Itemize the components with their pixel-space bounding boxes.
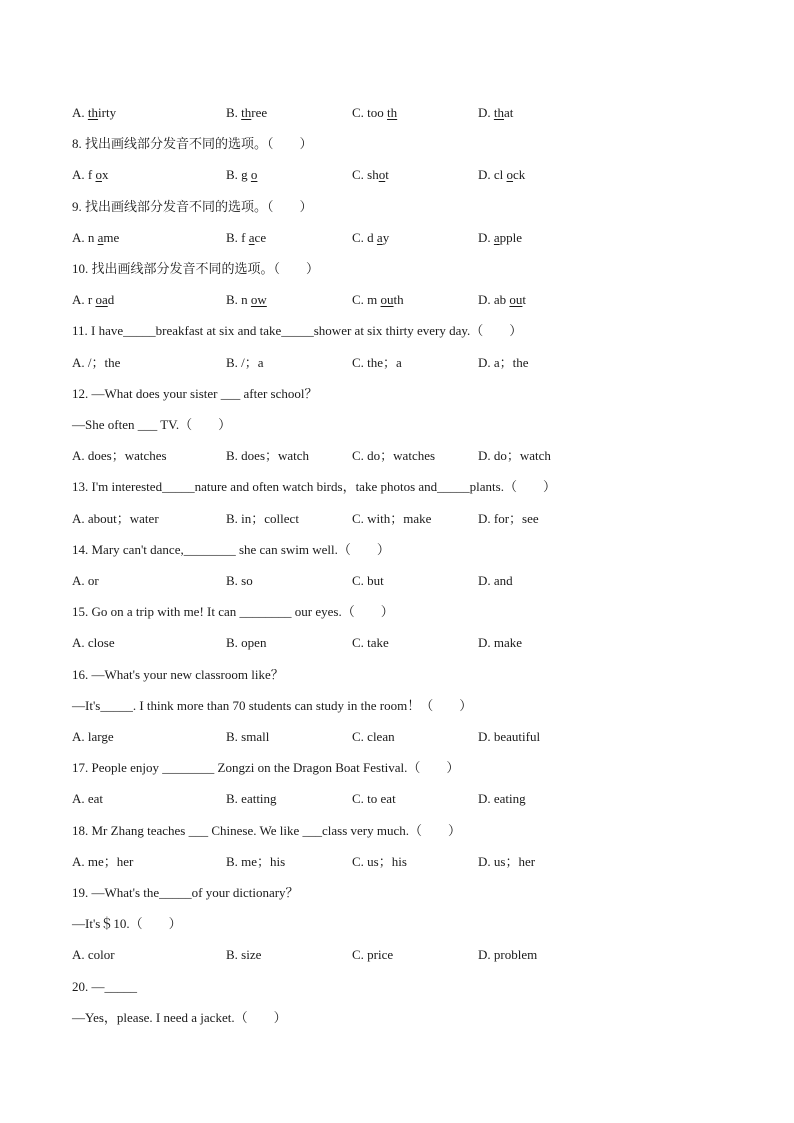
question-stem: 18. Mr Zhang teaches ___ Chinese. We like ___class very much.（ ）	[72, 823, 461, 838]
option-text: price	[367, 947, 394, 962]
question-stem: 8. 找出画线部分发音不同的选项。（ ）	[72, 136, 313, 151]
option-letter: D.	[478, 791, 494, 806]
option-text: at	[504, 105, 514, 120]
option-letter: B.	[226, 573, 242, 588]
answer-options	[72, 290, 732, 310]
option-text: for；see	[493, 511, 539, 526]
option-text: does；watches	[87, 448, 167, 463]
answer-options	[72, 727, 732, 747]
option-text: to eat	[367, 791, 396, 806]
option-text: cl	[493, 167, 507, 182]
option-letter: C.	[352, 511, 368, 526]
option-b[interactable]	[226, 945, 261, 965]
question-dialogue-line: —Yes，please. I need a jacket.（ ）	[72, 1010, 287, 1025]
option-text: irty	[98, 105, 117, 120]
option-d[interactable]	[478, 446, 551, 466]
option-b[interactable]	[226, 789, 277, 809]
option-text: large	[87, 729, 114, 744]
answer-options	[72, 852, 732, 872]
option-letter: B.	[226, 230, 242, 245]
option-text: pple	[499, 230, 523, 245]
option-d[interactable]	[478, 633, 522, 653]
option-a[interactable]	[72, 290, 114, 310]
option-text: me；his	[241, 854, 286, 869]
question-stem: 12. —What does your sister ___ after school？	[72, 386, 318, 401]
option-letter: A.	[72, 635, 88, 650]
option-text: beautiful	[493, 729, 541, 744]
option-text: in；collect	[241, 511, 299, 526]
option-text: f	[87, 167, 96, 182]
option-c[interactable]	[352, 852, 407, 872]
option-text: do；watch	[493, 448, 551, 463]
option-letter: D.	[478, 167, 494, 182]
option-letter: A.	[72, 729, 88, 744]
option-text: ab	[493, 292, 510, 307]
option-b[interactable]	[226, 446, 309, 466]
option-text: small	[241, 729, 270, 744]
option-letter: A.	[72, 230, 88, 245]
answer-options	[72, 165, 732, 185]
option-text: open	[241, 635, 267, 650]
option-letter: B.	[226, 355, 242, 370]
question-stem: 14. Mary can't dance,________ she can swim well.（ ）	[72, 542, 390, 557]
option-text: do；watches	[367, 448, 436, 463]
option-letter: C.	[352, 355, 368, 370]
answer-options	[72, 446, 732, 466]
option-text: n	[87, 230, 98, 245]
option-letter: A.	[72, 511, 88, 526]
option-letter: B.	[226, 854, 242, 869]
option-letter: B.	[226, 105, 242, 120]
option-text: does；watch	[241, 448, 310, 463]
option-letter: B.	[226, 448, 242, 463]
option-letter: C.	[352, 635, 368, 650]
question-stem: 16. —What's your new classroom like？	[72, 667, 284, 682]
option-text: and	[493, 573, 513, 588]
underlined-letters: o	[250, 167, 258, 182]
option-letter: C.	[352, 854, 368, 869]
underlined-letters: ou	[509, 292, 523, 307]
option-text: size	[241, 947, 262, 962]
option-text: n	[241, 292, 251, 307]
option-letter: D.	[478, 947, 494, 962]
option-letter: D.	[478, 292, 494, 307]
option-text: g	[241, 167, 251, 182]
underlined-letters: th	[493, 105, 505, 120]
option-d[interactable]	[478, 852, 535, 872]
option-letter: D.	[478, 511, 494, 526]
option-a[interactable]	[72, 509, 159, 529]
option-letter: A.	[72, 105, 88, 120]
option-letter: D.	[478, 355, 494, 370]
option-letter: D.	[478, 729, 494, 744]
option-text: a；the	[493, 355, 529, 370]
option-text: us；his	[367, 854, 407, 869]
option-letter: B.	[226, 292, 242, 307]
option-letter: B.	[226, 791, 242, 806]
option-a[interactable]	[72, 727, 114, 747]
option-letter: B.	[226, 167, 242, 182]
option-letter: D.	[478, 635, 494, 650]
option-text: ck	[513, 167, 526, 182]
option-a[interactable]	[72, 789, 103, 809]
option-c[interactable]	[352, 509, 431, 529]
question-stem: 11. I have_____breakfast at six and take_____shower at six thirty every day.（ ）	[72, 323, 523, 338]
option-d[interactable]	[478, 103, 513, 123]
option-c[interactable]	[352, 633, 389, 653]
option-letter: A.	[72, 573, 88, 588]
option-text: so	[241, 573, 253, 588]
option-c[interactable]	[352, 165, 389, 185]
option-a[interactable]	[72, 633, 115, 653]
option-letter: C.	[352, 292, 368, 307]
option-text: clean	[367, 729, 395, 744]
option-letter: D.	[478, 573, 494, 588]
option-c[interactable]	[352, 353, 402, 373]
option-letter: A.	[72, 355, 88, 370]
option-letter: A.	[72, 791, 88, 806]
answer-options	[72, 571, 732, 591]
option-text: problem	[493, 947, 538, 962]
answer-options	[72, 633, 732, 653]
question-stem: 13. I'm interested_____nature and often watch birds，take photos and_____plants.（ ）	[72, 479, 556, 494]
question-dialogue-line: —She often ___ TV.（ ）	[72, 417, 232, 432]
option-text: too	[367, 105, 388, 120]
option-letter: B.	[226, 511, 242, 526]
option-letter: C.	[352, 947, 368, 962]
option-b[interactable]	[226, 571, 253, 591]
answer-options	[72, 509, 732, 529]
option-text: or	[87, 573, 99, 588]
option-c[interactable]	[352, 228, 389, 248]
option-c[interactable]	[352, 727, 395, 747]
question-stem: 17. People enjoy ________ Zongzi on the Dragon Boat Festival.（ ）	[72, 760, 460, 775]
option-c[interactable]	[352, 945, 393, 965]
option-b[interactable]	[226, 633, 266, 653]
option-text: make	[493, 635, 523, 650]
option-text: color	[87, 947, 115, 962]
option-b[interactable]	[226, 228, 266, 248]
option-text: me	[103, 230, 120, 245]
option-a[interactable]	[72, 165, 108, 185]
answer-options	[72, 789, 732, 809]
option-letter: C.	[352, 105, 368, 120]
answer-options	[72, 353, 732, 373]
option-d[interactable]	[478, 290, 526, 310]
option-text: t	[385, 167, 389, 182]
option-text: f	[241, 230, 249, 245]
option-text: me；her	[87, 854, 134, 869]
option-letter: D.	[478, 230, 494, 245]
question-stem: 20. —_____	[72, 979, 137, 994]
option-letter: C.	[352, 729, 368, 744]
option-d[interactable]	[478, 727, 540, 747]
option-a[interactable]	[72, 103, 116, 123]
option-a[interactable]	[72, 446, 167, 466]
option-d[interactable]	[478, 789, 526, 809]
option-c[interactable]	[352, 103, 397, 123]
option-text: th	[393, 292, 404, 307]
option-text: m	[367, 292, 381, 307]
option-letter: B.	[226, 729, 242, 744]
option-a[interactable]	[72, 571, 99, 591]
option-letter: C.	[352, 573, 368, 588]
option-letter: A.	[72, 167, 88, 182]
option-d[interactable]	[478, 165, 525, 185]
underlined-letters: th	[87, 105, 99, 120]
option-text: ree	[251, 105, 268, 120]
option-text: eating	[493, 791, 526, 806]
option-text: d	[107, 292, 115, 307]
underlined-letters: ow	[250, 292, 267, 307]
option-b[interactable]	[226, 852, 285, 872]
option-letter: A.	[72, 947, 88, 962]
option-b[interactable]	[226, 727, 269, 747]
option-text: take	[367, 635, 389, 650]
option-letter: C.	[352, 167, 368, 182]
option-text: eat	[87, 791, 104, 806]
underlined-letters: oa	[95, 292, 108, 307]
option-a[interactable]	[72, 228, 119, 248]
option-text: /；the	[87, 355, 121, 370]
underlined-letters: o	[95, 167, 102, 182]
underlined-letters: a	[493, 230, 500, 245]
option-letter: A.	[72, 448, 88, 463]
underlined-letters: o	[506, 167, 514, 182]
underlined-letters: a	[376, 230, 383, 245]
option-b[interactable]	[226, 165, 257, 185]
option-a[interactable]	[72, 945, 115, 965]
option-text: the；a	[367, 355, 402, 370]
option-text: d	[367, 230, 377, 245]
option-letter: B.	[226, 635, 242, 650]
answer-options	[72, 228, 732, 248]
option-letter: D.	[478, 854, 494, 869]
option-letter: D.	[478, 105, 494, 120]
underlined-letters: a	[97, 230, 104, 245]
option-b[interactable]	[226, 103, 267, 123]
question-dialogue-line: —It's_____. I think more than 70 students can study in the room！（ ）	[72, 698, 473, 713]
option-a[interactable]	[72, 353, 120, 373]
option-text: eatting	[241, 791, 277, 806]
option-text: about；water	[87, 511, 159, 526]
option-text: t	[522, 292, 527, 307]
option-text: y	[382, 230, 390, 245]
question-stem: 10. 找出画线部分发音不同的选项。（ ）	[72, 261, 320, 276]
option-d[interactable]	[478, 571, 513, 591]
option-letter: C.	[352, 230, 368, 245]
option-text: with；make	[367, 511, 432, 526]
question-stem: 15. Go on a trip with me! It can ________ our eyes.（ ）	[72, 604, 394, 619]
option-text: sh	[367, 167, 379, 182]
option-d[interactable]	[478, 353, 529, 373]
underlined-letters: th	[241, 105, 252, 120]
option-letter: D.	[478, 448, 494, 463]
option-letter: A.	[72, 292, 88, 307]
option-text: r	[87, 292, 96, 307]
underlined-letters: ou	[380, 292, 394, 307]
option-c[interactable]	[352, 571, 384, 591]
option-text: x	[101, 167, 109, 182]
option-text: but	[367, 573, 384, 588]
option-c[interactable]	[352, 789, 396, 809]
underlined-letters: th	[387, 105, 398, 120]
option-text: us；her	[493, 854, 536, 869]
answer-options	[72, 945, 732, 965]
option-a[interactable]	[72, 852, 133, 872]
option-letter: C.	[352, 448, 368, 463]
underlined-letters: o	[378, 167, 386, 182]
option-letter: C.	[352, 791, 368, 806]
option-c[interactable]	[352, 290, 404, 310]
option-letter: B.	[226, 947, 242, 962]
answer-options	[72, 103, 732, 123]
option-text: close	[87, 635, 115, 650]
underlined-letters: a	[248, 230, 255, 245]
option-b[interactable]	[226, 509, 299, 529]
option-d[interactable]	[478, 228, 522, 248]
option-text: ce	[254, 230, 267, 245]
question-stem: 9. 找出画线部分发音不同的选项。（ ）	[72, 199, 313, 214]
option-c[interactable]	[352, 446, 435, 466]
option-b[interactable]	[226, 290, 267, 310]
option-d[interactable]	[478, 945, 537, 965]
question-stem: 19. —What's the_____of your dictionary？	[72, 885, 299, 900]
option-letter: A.	[72, 854, 88, 869]
option-d[interactable]	[478, 509, 539, 529]
question-dialogue-line: —It's＄10.（ ）	[72, 916, 182, 931]
option-b[interactable]	[226, 353, 264, 373]
option-text: /；a	[241, 355, 264, 370]
